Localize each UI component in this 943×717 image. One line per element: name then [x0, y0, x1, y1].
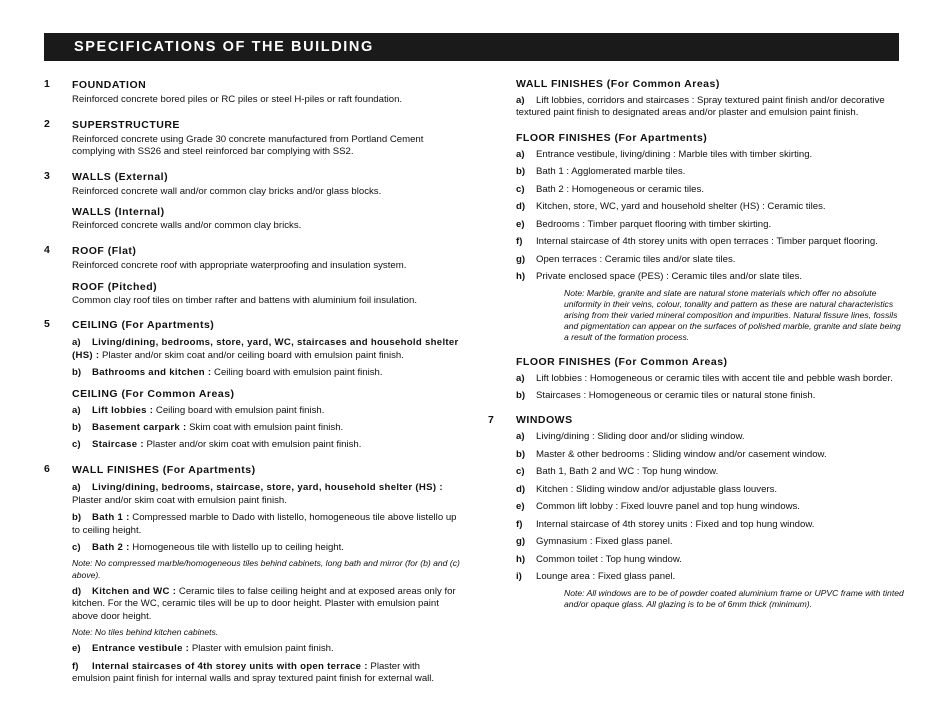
- heading-floor-finishes-apartments: FLOOR FINISHES (For Apartments): [516, 131, 708, 144]
- item-note: Note: No compressed marble/homogeneous tiles behind cabinets, long bath and mirror (for (b) and (c) above).: [72, 558, 460, 580]
- item-lead: Entrance vestibule :: [92, 643, 190, 655]
- list-item: [72, 439, 460, 451]
- item-letter: f): [72, 660, 79, 672]
- item-lead: Common toilet :: [536, 553, 604, 565]
- item-lead: Living/dining :: [536, 431, 595, 443]
- item-text: Sliding door and/or sliding window.: [594, 431, 745, 443]
- list-item: [516, 519, 904, 531]
- item-letter: i): [516, 571, 522, 583]
- item-lead: Internal staircase of 4th storey units :: [536, 518, 693, 530]
- section-body: Reinforced concrete bored piles or RC piles or steel H-piles or raft foundation.: [72, 94, 403, 106]
- item-letter: a): [72, 337, 81, 349]
- item-lead: Bedrooms :: [536, 218, 586, 230]
- item-text: Top hung window.: [639, 466, 719, 478]
- item-lead: Basement carpark :: [92, 422, 187, 434]
- item-text: Homogeneous or ceramic tiles or natural stone finish.: [586, 390, 816, 402]
- item-lead: Private enclosed space (PES) :: [536, 271, 669, 283]
- section-heading: ROOF (Flat): [72, 244, 137, 257]
- list-item: [516, 373, 904, 385]
- item-letter: c): [72, 439, 81, 451]
- item-lead: Lounge area :: [536, 571, 596, 583]
- item-text: Fixed glass panel.: [595, 571, 676, 583]
- item-letter: d): [72, 585, 82, 597]
- section-superstructure: [44, 118, 460, 159]
- item-text: Timber parquet flooring with timber skirting.: [585, 218, 772, 230]
- item-text: Spray textured paint finish and/or decorative textured paint finish to designated areas and/or plaster and emulsion paint finish.: [516, 95, 885, 119]
- item-lead: Lift lobbies, corridors and staircases :: [536, 95, 695, 106]
- section-number: 4: [44, 243, 50, 256]
- section-heading: FOUNDATION: [72, 79, 147, 91]
- item-letter: c): [516, 466, 525, 478]
- item-letter: b): [516, 166, 526, 178]
- item-letter: g): [516, 536, 526, 548]
- item-lead: Bath 1 :: [536, 166, 570, 178]
- list-item: [72, 586, 460, 639]
- item-lead: Kitchen :: [536, 483, 574, 495]
- heading-wall-finishes-common: WALL FINISHES (For Common Areas): [516, 78, 720, 90]
- item-note: Note: No tiles behind kitchen cabinets.: [72, 627, 219, 638]
- list-item: [72, 542, 460, 581]
- list-item: [516, 536, 904, 548]
- item-text: Homogeneous or ceramic tiles.: [569, 183, 704, 195]
- item-letter: e): [72, 643, 81, 655]
- section-number: 5: [44, 317, 50, 330]
- right-column: [488, 78, 904, 697]
- list-item: [516, 431, 904, 443]
- section-roof: [44, 244, 460, 307]
- list-item: [516, 449, 904, 461]
- item-text: Fixed glass panel.: [592, 536, 673, 548]
- item-lead: Master & other bedrooms :: [536, 448, 650, 460]
- item-letter: a): [516, 431, 525, 443]
- item-text: Ceiling board with emulsion paint finish.: [211, 367, 383, 379]
- item-letter: h): [516, 271, 526, 283]
- section-heading: CEILING (For Apartments): [72, 318, 215, 331]
- item-text: Sliding window and/or adjustable glass louvers.: [573, 483, 778, 495]
- item-letter: a): [72, 404, 81, 416]
- item-text: Ceramic tiles.: [764, 201, 826, 213]
- page-title: SPECIFICATIONS OF THE BUILDING: [74, 39, 374, 55]
- item-lead: Kitchen and WC :: [92, 585, 177, 597]
- item-text: Sliding window and/or casement window.: [649, 448, 827, 460]
- item-letter: e): [516, 501, 525, 513]
- item-lead: Staircases :: [536, 390, 587, 402]
- section-number: 2: [44, 117, 50, 130]
- item-lead: Bath 2 :: [92, 542, 130, 553]
- item-letter: d): [516, 201, 526, 213]
- section-wall-finishes-apartments: [44, 463, 460, 686]
- list-item: [516, 201, 904, 213]
- item-lead: Living/dining, bedrooms, store, yard, WC, staircases and household shelter (HS) :: [72, 337, 459, 361]
- item-lead: Bath 2 :: [536, 183, 570, 195]
- item-letter: h): [516, 553, 526, 565]
- item-lead: Common lift lobby :: [536, 501, 619, 513]
- item-letter: e): [516, 218, 525, 230]
- item-text: Homogeneous or ceramic tiles with accent tile and pebble wash border.: [587, 372, 893, 384]
- section-ceiling: [44, 318, 460, 452]
- list-item: [72, 337, 460, 362]
- list-item: [516, 236, 904, 248]
- item-lead: Lift lobbies :: [536, 372, 588, 384]
- section-walls: [44, 170, 460, 233]
- item-letter: a): [516, 95, 525, 106]
- item-text: Ceramic tiles and/or slate tiles.: [668, 271, 803, 283]
- section-subbody: Common clay roof tiles on timber rafter and battens with aluminium foil insulation.: [72, 294, 417, 306]
- section-subheading: WALLS (Internal): [72, 206, 165, 219]
- item-letter: b): [516, 390, 526, 402]
- floor-finishes-note: Note: Marble, granite and slate are natural stone materials which offer no absolute uniformity in their veins, colour, tonality and pattern as these are natural characteristics arising from their varied mineral composition and impurities. Natural fissure lines, fossils and pigmentation can appear on the surfaces of polished marble, granite and slate being a result of the formation process.: [564, 287, 901, 343]
- list-item: [516, 271, 904, 283]
- section-number: 6: [44, 462, 50, 475]
- item-lead: Living/dining, bedrooms, staircase, store, yard, household shelter (HS) :: [92, 482, 443, 494]
- item-lead: Kitchen, store, WC, yard and household shelter (HS) :: [536, 201, 765, 213]
- item-letter: b): [72, 512, 82, 524]
- list-item: [516, 390, 904, 402]
- item-letter: b): [72, 422, 82, 434]
- item-lead: Bath 1, Bath 2 and WC :: [536, 466, 640, 478]
- item-text: Ceiling board with emulsion paint finish.: [153, 404, 325, 416]
- section-body: Reinforced concrete wall and/or common clay bricks and/or glass blocks.: [72, 185, 382, 197]
- heading-windows: WINDOWS: [516, 414, 573, 427]
- list-item: [516, 501, 904, 513]
- item-letter: a): [516, 148, 525, 160]
- item-lead: Bath 1 :: [92, 512, 130, 524]
- item-text: Plaster and/or skim coat with emulsion paint finish.: [143, 439, 362, 451]
- section-subheading: ROOF (Pitched): [72, 280, 158, 293]
- section-number: 7: [488, 414, 494, 427]
- item-text: Skim coat with emulsion paint finish.: [186, 422, 344, 434]
- section-heading: WALL FINISHES (For Apartments): [72, 463, 256, 476]
- list-item: [516, 95, 904, 120]
- section-number: 3: [44, 169, 50, 182]
- list-item: [516, 149, 904, 161]
- item-text: Marble tiles with timber skirting.: [675, 148, 813, 160]
- item-lead: Open terraces :: [536, 253, 603, 265]
- section-heading: SUPERSTRUCTURE: [72, 118, 180, 131]
- item-text: Homogeneous tile with listello up to ceiling height.: [129, 542, 344, 553]
- section-windows: [488, 414, 904, 610]
- section-body: Reinforced concrete roof with appropriate waterproofing and insulation system.: [72, 260, 407, 272]
- section-body: Reinforced concrete using Grade 30 concrete manufactured from Portland Cement complying with SS26 and steel reinforced bar complying with SS2.: [72, 133, 424, 158]
- heading-floor-finishes-common: FLOOR FINISHES (For Common Areas): [516, 355, 728, 368]
- item-letter: c): [516, 183, 525, 195]
- item-text: Fixed and top hung window.: [692, 518, 815, 530]
- page-title-bar: [44, 33, 899, 61]
- item-text: Ceramic tiles and/or slate tiles.: [602, 253, 736, 265]
- item-text: Plaster with emulsion paint finish.: [189, 643, 334, 655]
- item-text: Compressed marble to Dado with listello, homogeneous tile above listello up to ceiling height.: [72, 512, 457, 536]
- list-item: [516, 571, 904, 583]
- item-letter: d): [516, 483, 526, 495]
- item-lead: Lift lobbies :: [92, 404, 154, 416]
- list-item: [72, 643, 460, 655]
- left-column: [44, 78, 460, 697]
- content-columns: [44, 78, 904, 697]
- item-lead: Internal staircase of 4th storey units with open terraces :: [536, 236, 774, 248]
- list-item: [516, 166, 904, 178]
- section-heading: WALLS (External): [72, 170, 169, 183]
- item-letter: a): [72, 482, 81, 494]
- list-item: [516, 184, 904, 196]
- item-letter: g): [516, 253, 526, 265]
- list-item: [72, 512, 460, 537]
- item-text: Plaster with emulsion paint finish for internal walls and spray textured paint finish for external wall.: [72, 660, 435, 685]
- list-item: [516, 554, 904, 566]
- list-item: [72, 482, 460, 507]
- item-text: Plaster and/or skim coat and/or ceiling board with emulsion paint finish.: [99, 349, 404, 361]
- item-text: Agglomerated marble tiles.: [569, 166, 686, 178]
- section-foundation: [44, 78, 460, 107]
- section-subheading: CEILING (For Common Areas): [72, 387, 235, 400]
- item-text: Top hung window.: [603, 553, 682, 565]
- item-letter: c): [72, 542, 81, 553]
- list-item: [516, 219, 904, 231]
- list-item: [516, 484, 904, 496]
- item-lead: Entrance vestibule, living/dining :: [536, 148, 676, 160]
- list-item: [72, 422, 460, 434]
- section-subbody: Reinforced concrete walls and/or common clay bricks.: [72, 220, 302, 232]
- list-item: [516, 466, 904, 478]
- item-letter: b): [72, 367, 82, 379]
- item-lead: Gymnasium :: [536, 536, 593, 548]
- right-column-inner: [488, 78, 904, 610]
- list-item: [72, 367, 460, 379]
- item-letter: f): [516, 518, 523, 530]
- item-letter: f): [516, 236, 523, 248]
- item-text: Timber parquet flooring.: [773, 236, 878, 248]
- item-letter: a): [516, 372, 525, 384]
- windows-note: Note: All windows are to be of powder coated aluminium frame or UPVC frame with tinted and/or opaque glass. All glazing is to be of 6mm thick (minimum).: [564, 587, 904, 609]
- list-item: [72, 661, 460, 686]
- list-item: [516, 254, 904, 266]
- item-lead: Staircase :: [92, 439, 144, 451]
- item-text: Plaster and/or skim coat with emulsion paint finish.: [72, 494, 287, 506]
- list-item: [72, 405, 460, 417]
- item-letter: b): [516, 448, 526, 460]
- item-lead: Bathrooms and kitchen :: [92, 367, 212, 379]
- item-text: Fixed louvre panel and top hung windows.: [618, 501, 800, 513]
- item-text: Ceramic tiles to false ceiling height and at exposed areas only for kitchen. For the WC, ceramic tiles will be up to door height. Plaster with emulsion paint above door height.: [72, 585, 456, 622]
- item-lead: Internal staircases of 4th storey units with open terrace :: [92, 660, 368, 672]
- section-number: 1: [44, 78, 50, 90]
